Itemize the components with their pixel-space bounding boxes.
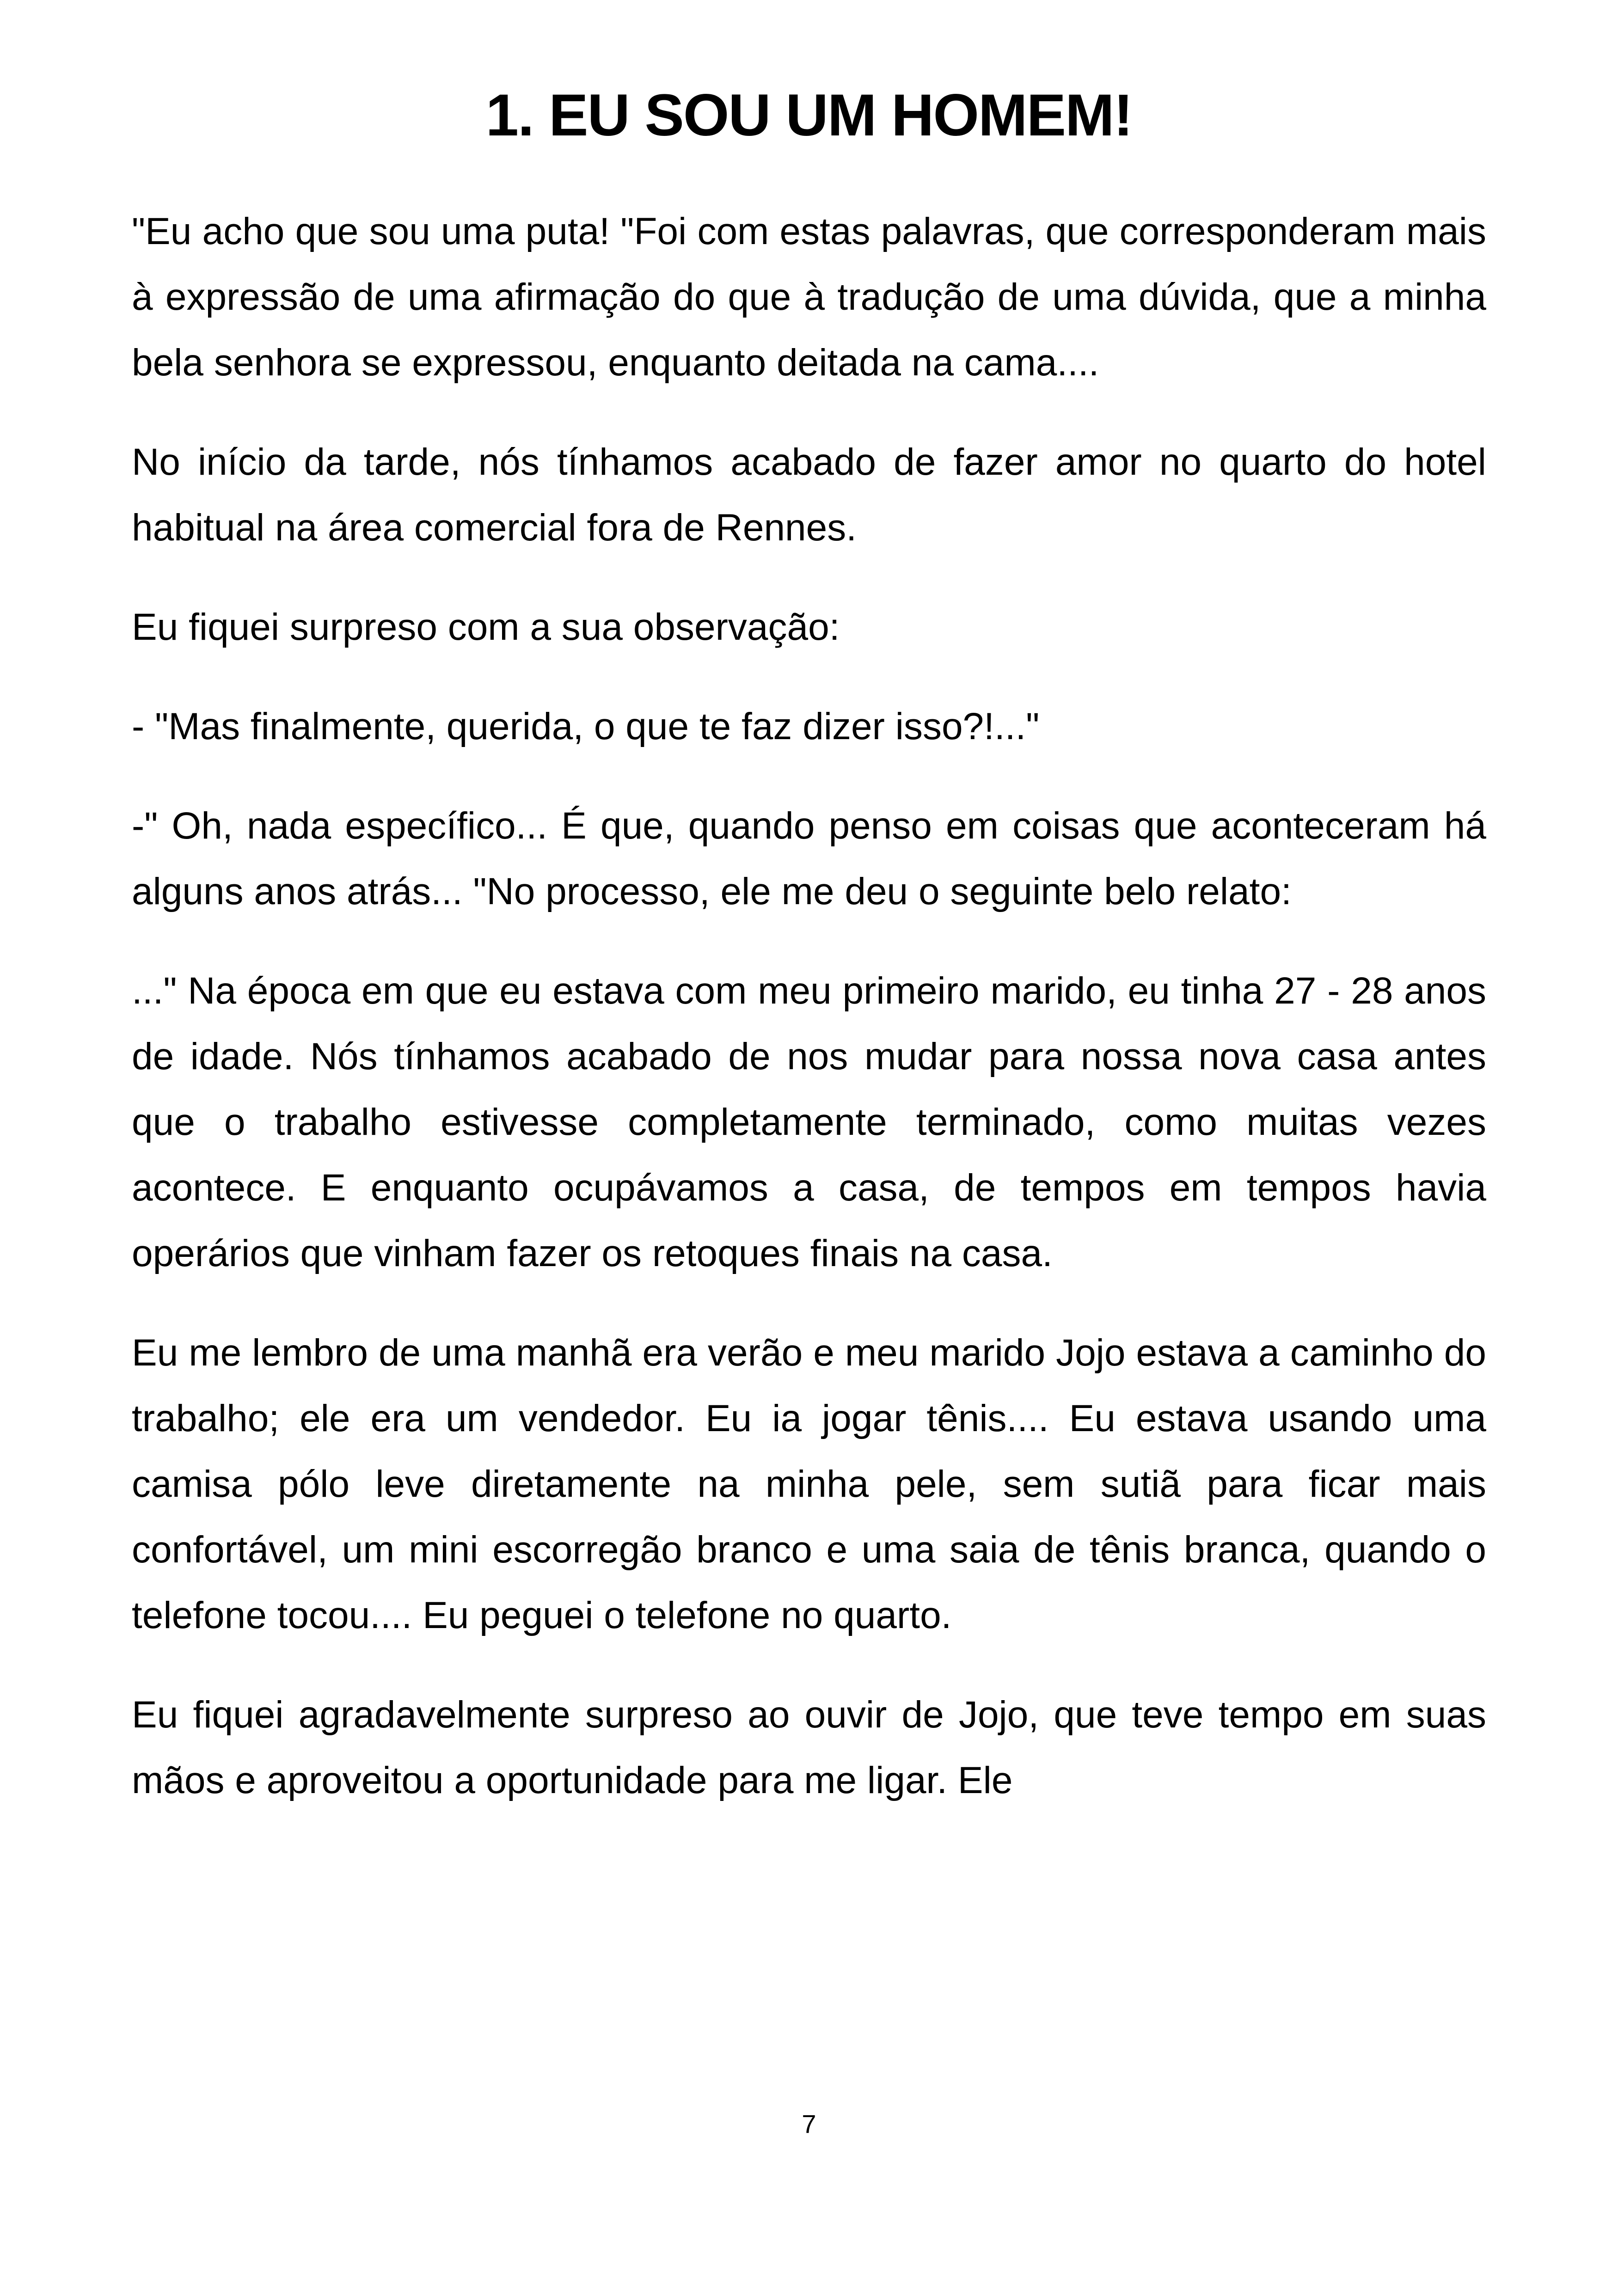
paragraph-3: Eu fiquei surpreso com a sua observação: bbox=[132, 606, 840, 648]
paragraph-1: "Eu acho que sou uma puta! "Foi com estas palavras, que corresponderam mais à expressão de uma afirmação do que à tradução de uma dúvida, que a minha bela senhora se expressou, enquanto deitada na cama.... bbox=[132, 210, 1486, 384]
paragraph-8: Eu fiquei agradavelmente surpreso ao ouvir de Jojo, que teve tempo em suas mãos e aproveitou a oportunidade para me ligar. Ele bbox=[132, 1694, 1486, 1801]
paragraph-2: No início da tarde, nós tínhamos acabado de fazer amor no quarto do hotel habitual na área comercial fora de Rennes. bbox=[132, 441, 1486, 549]
paragraph-7: Eu me lembro de uma manhã era verão e meu marido Jojo estava a caminho do trabalho; ele era um vendedor. Eu ia jogar tênis.... Eu estava usando uma camisa pólo leve diretamente na minha pele, sem sutiã para ficar mais confortável, um mini escorregão branco e uma saia de tênis branca, quando o telefone tocou.... Eu peguei o telefone no quarto. bbox=[132, 1332, 1486, 1636]
paragraph-5: -" Oh, nada específico... É que, quando penso em coisas que aconteceram há alguns anos atrás... "No processo, ele me deu o seguinte belo relato: bbox=[132, 805, 1486, 912]
paragraph-6: ..." Na época em que eu estava com meu primeiro marido, eu tinha 27 - 28 anos de idade. Nós tínhamos acabado de nos mudar para nossa nova casa antes que o trabalho estivesse completamente terminado, como muitas vezes acontece. E enquanto ocupávamos a casa, de tempos em tempos havia operários que vinham fazer os retoques finais na casa. bbox=[132, 970, 1486, 1274]
page-number: 7 bbox=[802, 2109, 816, 2138]
body-text bbox=[132, 199, 1486, 1847]
chapter-title: 1. EU SOU UM HOMEM! bbox=[485, 82, 1133, 148]
paragraph-4: - "Mas finalmente, querida, o que te faz dizer isso?!..." bbox=[132, 705, 1040, 747]
